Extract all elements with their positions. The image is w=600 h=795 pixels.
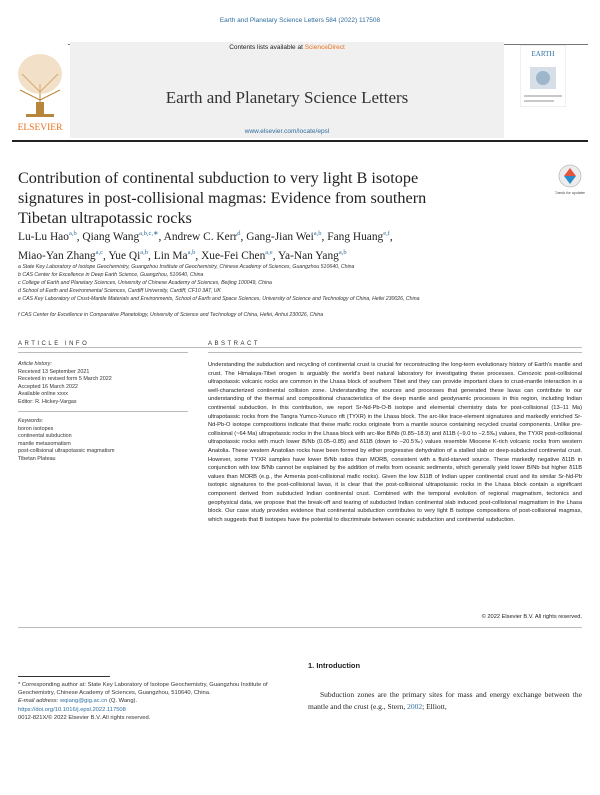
elsevier-logo[interactable] xyxy=(12,44,68,136)
author-name[interactable]: Miao-Yan Zhang xyxy=(18,249,96,262)
author-affiliation-marker[interactable]: a,b,c,∗ xyxy=(139,230,159,237)
footnote-rule xyxy=(18,676,110,677)
article-info-rule xyxy=(18,352,188,353)
journal-cover-image[interactable] xyxy=(520,45,566,107)
affiliation: c College of Earth and Planetary Sciences, University of Chinese Academy of Sciences, Beijing 100049, China xyxy=(18,280,272,286)
author-affiliation-marker[interactable]: a,b xyxy=(338,248,347,256)
keyword[interactable]: boron isotopes xyxy=(18,425,54,432)
cover-text: EARTH xyxy=(531,50,555,58)
email-link[interactable]: wqiang@gig.ac.cn xyxy=(59,698,108,705)
footnote xyxy=(18,681,288,722)
author-name[interactable]: Fang Huang xyxy=(327,230,384,243)
affiliation: a State Key Laboratory of Isotope Geochemistry, Guangzhou Institute of Geochemistry, Chinese Academy of Sciences, Guangzhou 510640, China xyxy=(18,264,355,270)
intro-text-before: Subduction zones are the primary sites for mass and energy exchange between the mantle and the crust (e.g., Stern, xyxy=(308,690,582,711)
author-affiliation-marker[interactable]: a,b xyxy=(313,230,322,237)
email-label: E-mail address: xyxy=(18,698,60,705)
author-affiliation-marker[interactable]: d xyxy=(237,230,241,237)
author-affiliation-marker[interactable]: a,b xyxy=(68,230,77,237)
history-item: Received 13 September 2021 xyxy=(18,368,90,375)
author-name[interactable]: Lin Ma xyxy=(153,249,188,262)
author-affiliation-marker[interactable]: a,b xyxy=(187,248,196,256)
keyword[interactable]: post-collisional ultrapotassic magmatism xyxy=(18,448,115,454)
affiliation: b CAS Center for Excellence in Deep Earth Science, Guangzhou, 510640, China xyxy=(18,272,204,278)
author-name[interactable]: Xue-Fei Chen xyxy=(201,249,266,262)
history-item: Available online xxxx xyxy=(18,391,68,397)
keyword[interactable]: Tibetan Plateau xyxy=(18,455,56,462)
header-bottom-rule xyxy=(12,140,588,142)
introduction-heading: 1. Introduction xyxy=(308,661,361,670)
keywords-label: Keywords: xyxy=(18,418,44,424)
issn-line: 0012-821X/© 2022 Elsevier B.V. All rights reserved. xyxy=(18,714,151,721)
reference-link[interactable]: 2002 xyxy=(407,701,423,711)
email-suffix: (Q. Wang). xyxy=(107,698,138,705)
email-line xyxy=(18,697,288,705)
author-name[interactable]: Lu-Lu Hao xyxy=(18,230,69,243)
publisher-logo-text: ELSEVIER xyxy=(17,123,63,133)
keywords-rule xyxy=(18,411,188,412)
history-item: Received in revised form 5 March 2022 xyxy=(18,376,112,382)
article-info-heading: ARTICLE INFO xyxy=(18,341,90,347)
article-title: Contribution of continental subduction to very light B isotope signatures in post-collisional magmas: Evidence from southern Tibetan ultrapotassic rocks xyxy=(18,169,427,227)
author-name[interactable]: Ya-Nan Yang xyxy=(277,249,339,262)
corresponding-author-note: * Corresponding author at: State Key Laboratory of Isotope Geochemistry, Guangzhou Institute of Geochemistry, Chinese Academy of Sciences, Guangzhou, 510640, China. xyxy=(18,682,268,697)
sciencedirect-link[interactable]: ScienceDirect xyxy=(304,44,345,51)
introduction-text xyxy=(308,689,582,712)
history-item: Accepted 16 March 2022 xyxy=(18,383,78,390)
keyword[interactable]: mantle metasomatism xyxy=(18,440,71,447)
contents-line xyxy=(70,44,504,51)
check-for-updates-badge[interactable] xyxy=(555,163,585,201)
crossmark-label: Check for updates xyxy=(555,190,585,195)
author-affiliation-marker[interactable]: e,f xyxy=(383,230,390,237)
affiliation: d School of Earth and Environmental Sciences, Cardiff University, Cardiff, CF10 3AT, UK xyxy=(18,288,221,294)
history-label: Article history: xyxy=(18,361,52,367)
author-affiliation-marker[interactable]: a,e xyxy=(265,248,273,256)
history-item: Editor: R. Hickey-Vargas xyxy=(18,398,77,405)
author-name[interactable]: Qiang Wang xyxy=(82,230,140,243)
affiliation: e CAS Key Laboratory of Crust-Mantle Materials and Environments, School of Earth and Space Sciences, University of Science and Technology of China, Hefei 230026, China xyxy=(18,296,420,302)
abstract-text: Understanding the subduction and recycling of continental crust is crucial for reconstructing the long-term evolutionary history of Earth's mantle and crust. The Himalaya-Tibet orogen is arguably the world's best natural laboratory for investigating these processes. Cenozoic post-collisional ultrapotassic volcanic rocks are common in the Lhasa block of southern Tibet and they can provide important clues to crust-mantle interaction in a well-characterized continental collision zone. Understanding the sources and processes that generated these lavas can contribute to our understanding of the thermal and compositional characteristics of the deep mantle and geodynamic processes in this region, including Indian continental subduction. In this contribution, we report Sr-Nd-Pb-O-B isotope and elemental chemistry data for post-collisional (13–11 Ma) ultrapotassic rocks from the Tangra Yumco-Xuruco rift (TYXR) in the Lhasa block. The arc-like trace-element signatures and markedly enriched Sr-Nd-Pb-O isotope compositions indicate that these mafic rocks originate from a mantle source containing recycled crustal components. Unlike pre-collisional (~64 Ma) ultrapotassic rocks in the Lhasa block with arc-like B/Nb (0.85–18.9) and δ11B (−9.0 to −2.5‰) values, the TYXR post-collisional ultrapotassic rocks with much lower B/Nb (0.05–0.85) and δ11B (down to −20.5‰) values resemble Miocene K-rich volcanic rocks from western Anatolia. These western Anatolian rocks have been formed by either progressive dehydration of a stalled slab or deep-subducted continental crust. However, some TYXR samples have lower B/Nb ratios than MORB, consistent with a fluid-starved source. These markedly negative δ11B in conjunction with low B/Nb cannot be explained by the addition of melts from oceanic sediments, which generally yield lower B/Nb but higher δ11B values than MORB (e.g., the Armenia post-collisional mafic rocks). Given the low δ11B of Indian upper continental crust and its similar Sr-Nd-Pb isotopic signatures to the post-collisional lavas, it is clear that the post-collisional ultrapotassic rocks in the Lhasa block contain a significant component derived from subducted Indian continental crust. Combined with the temporal evolution of regional magmatism, tectonics and geophysical data, we propose that the break-off and tearing of subducted Indian continental slab induced post-collisional magmatism in the Lhasa block. Our case study provides evidence that continental subduction contributes to very light B isotope compositions of post-collisional magmas, which suggests that B isotopes have the potential to discriminate between oceanic subduction and continental subduction. xyxy=(208,362,582,523)
author-name[interactable]: Yue Qi xyxy=(108,249,141,262)
author-name[interactable]: Andrew C. Kerr xyxy=(163,230,238,243)
abstract-bottom-rule xyxy=(18,627,582,628)
doi-link[interactable]: https://doi.org/10.1016/j.epsl.2022.117508 xyxy=(18,706,126,713)
contents-prefix: Contents lists available at xyxy=(229,44,305,51)
author-affiliation-marker[interactable]: a,c xyxy=(95,248,104,256)
intro-text-after: ; Elliott, xyxy=(422,701,447,711)
journal-url[interactable]: www.elsevier.com/locate/epsl xyxy=(244,128,330,135)
author-list: Lu-Lu Hao$^{a,b}$, Qiang Wang$^{a,b,c,∗}$, Andrew C. Kerr$^d$, Gang-Jian Wei$^{a,b}$, Fang Huang$^{e,f}$, Miao-Yan Zhang$^{a,c}$, Yue Qi$^{a,b}$, Lin Ma$^{a,b}$, Xue-Fei Chen$^{a,e}$, Ya-Nan Yang$^{a,b}$ xyxy=(18,230,393,262)
author-name[interactable]: Gang-Jian Wei xyxy=(246,230,314,243)
journal-name[interactable]: Earth and Planetary Science Letters xyxy=(165,88,409,107)
affiliation: f CAS Center for Excellence in Comparative Planetology, University of Science and Technology of China, Hefei, Anhui 230026, China xyxy=(18,312,324,318)
journal-citation[interactable]: Earth and Planetary Science Letters 584 (2022) 117508 xyxy=(219,17,381,24)
abstract-heading: ABSTRACT xyxy=(208,341,261,347)
affiliation-divider xyxy=(18,347,582,348)
abstract-copyright: © 2022 Elsevier B.V. All rights reserved. xyxy=(481,614,582,620)
author-affiliation-marker[interactable]: a,b xyxy=(140,248,149,256)
keyword[interactable]: continental subduction xyxy=(18,433,72,439)
abstract-rule xyxy=(208,352,582,353)
